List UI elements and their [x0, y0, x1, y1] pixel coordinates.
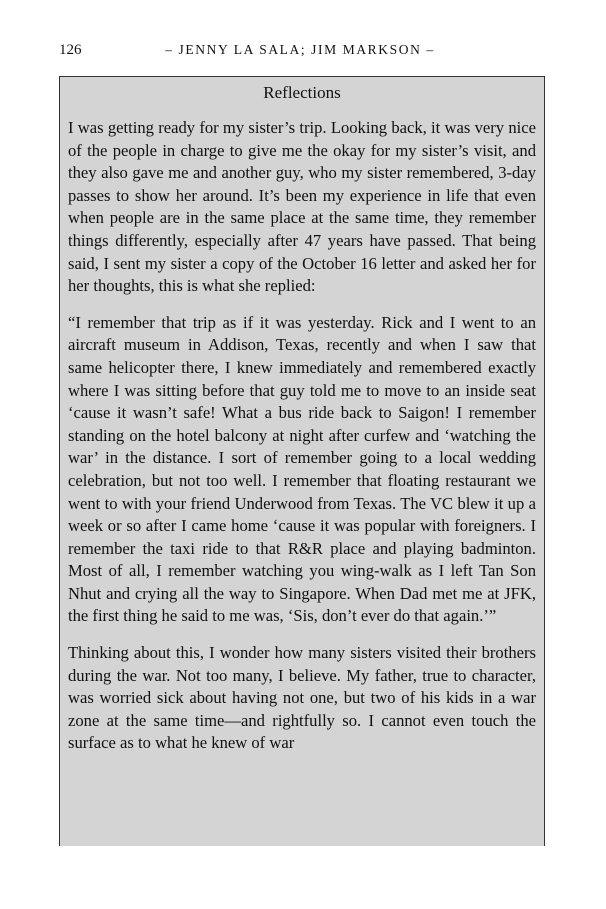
reflections-box [59, 76, 545, 846]
page-number: 126 [59, 42, 82, 58]
running-head: – JENNY LA SALA; JIM MARKSON – [165, 42, 435, 57]
box-title: Reflections [263, 83, 341, 102]
paragraph-1: I was getting ready for my sister’s trip. Looking back, it was very nice of the people in charge to give me the okay for my sister’s visit, and they also gave me and another guy, who my sister remembered, 3-day passes to show her around. It’s been my experience in life that even when people are in the same place at the same time, they remember things differently, especially after 47 years have passed. That being said, I sent my sister a copy of the October 16 letter and asked her for her thoughts, this is what she replied: [68, 118, 536, 296]
paragraph-2: “I remember that trip as if it was yesterday. Rick and I went to an aircraft museum in Addison, Texas, recently and when I saw that same helicopter there, I knew immediately and remembered exactly where I was sitting before that guy told me to move to an inside seat ‘cause it wasn’t safe! What a bus ride back to Saigon! I remember standing on the hotel balcony at night after curfew and ‘watching the war’ in the distance. I sort of remember going to a local wedding celebration, but not too well. I remember that floating restaurant we went to with your friend Underwood from Texas. The VC blew it up a week or so after I came home ‘cause it was popular with foreigners. I remember the taxi ride to that R&R place and playing badminton. Most of all, I remember watching you wing-walk as I left Tan Son Nhut and crying all the way to Singapore. When Dad met me at JFK, the first thing he said to me was, ‘Sis, don’t ever do that again.’” [68, 312, 536, 626]
paragraph-3: Thinking about this, I wonder how many sisters visited their brothers during the war. Not too many, I believe. My father, true to character, was worried sick about having not one, but two of his kids in a war zone at the same time—and rightfully so. I cannot even touch the surface as to what he knew of war [68, 643, 536, 753]
